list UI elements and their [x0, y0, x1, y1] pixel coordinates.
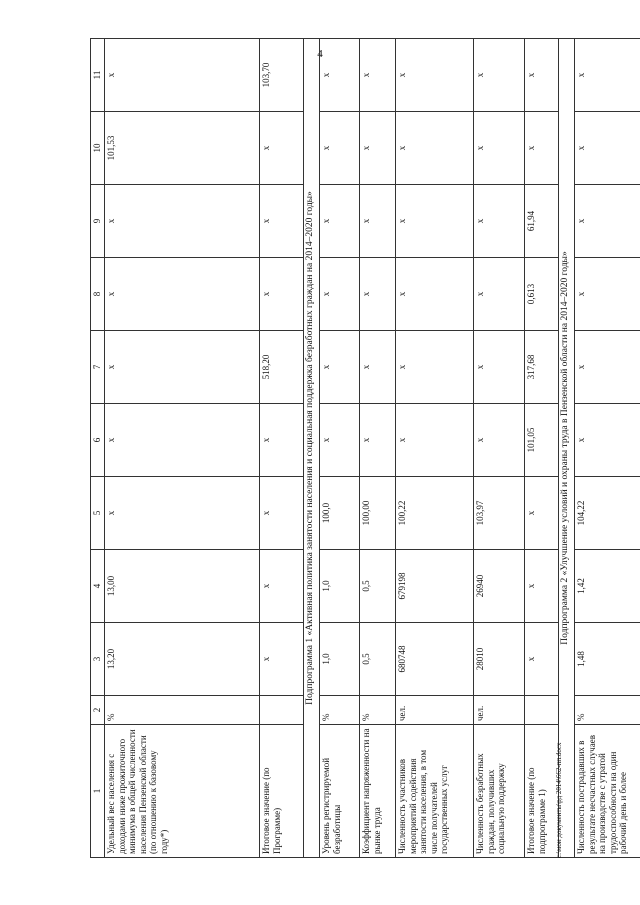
value-cell: 1,42 — [575, 550, 640, 623]
value-cell: x — [525, 550, 559, 623]
value-cell: x — [396, 185, 474, 258]
header-cell: 1 — [91, 725, 105, 858]
header-row — [91, 39, 105, 858]
value-cell: x — [320, 112, 360, 185]
value-cell: x — [360, 258, 396, 331]
page-number: 4 — [317, 48, 323, 60]
value-cell: 0,5 — [360, 623, 396, 696]
indicator-label: Коэффициент напряженности на рынке труда — [360, 725, 396, 858]
header-cell: 7 — [91, 331, 105, 404]
value-cell: x — [396, 112, 474, 185]
indicator-label: Удельный вес населения с доходами ниже прожиточного минимума в общей численности населения Пензенской области (по отношению к базовому году*) — [105, 725, 260, 858]
header-cell: 2 — [91, 696, 105, 725]
unit-cell: чел. — [396, 696, 474, 725]
value-cell: 13,20 — [105, 623, 260, 696]
value-cell: x — [396, 404, 474, 477]
value-cell: x — [474, 331, 525, 404]
header-cell: 8 — [91, 258, 105, 331]
file-path-footer: c:\мои документы\рд 2014\662-пп.docx — [555, 742, 563, 858]
indicator-label: Численность безработных граждан, получивших социальную поддержку — [474, 725, 525, 858]
value-cell: x — [260, 623, 304, 696]
header-cell: 11 — [91, 39, 105, 112]
value-cell: 101,53 — [105, 112, 260, 185]
value-cell: x — [575, 185, 640, 258]
value-cell: 100,22 — [396, 477, 474, 550]
table-row — [474, 39, 525, 858]
value-cell: x — [575, 39, 640, 112]
value-cell: x — [105, 404, 260, 477]
value-cell: 13,00 — [105, 550, 260, 623]
unit-cell: % — [575, 696, 640, 725]
table-row — [525, 39, 559, 858]
value-cell: x — [260, 477, 304, 550]
value-cell: x — [360, 112, 396, 185]
value-cell: 317,68 — [525, 331, 559, 404]
unit-cell: % — [105, 696, 260, 725]
value-cell: x — [396, 39, 474, 112]
indicator-label: Уровень регистрируемой безработицы — [320, 725, 360, 858]
header-cell: 4 — [91, 550, 105, 623]
value-cell: x — [320, 258, 360, 331]
value-cell: x — [260, 550, 304, 623]
value-cell: 101,05 — [525, 404, 559, 477]
value-cell: x — [360, 404, 396, 477]
value-cell: x — [575, 258, 640, 331]
value-cell: 28010 — [474, 623, 525, 696]
value-cell: 26940 — [474, 550, 525, 623]
value-cell: x — [474, 185, 525, 258]
value-cell: x — [474, 39, 525, 112]
value-cell: x — [575, 331, 640, 404]
header-cell: 3 — [91, 623, 105, 696]
value-cell: x — [260, 404, 304, 477]
unit-cell: чел. — [474, 696, 525, 725]
value-cell: x — [360, 185, 396, 258]
value-cell: 1,0 — [320, 550, 360, 623]
header-cell: 9 — [91, 185, 105, 258]
value-cell: x — [105, 331, 260, 404]
value-cell: 61,94 — [525, 185, 559, 258]
value-cell: 103,97 — [474, 477, 525, 550]
value-cell: x — [474, 404, 525, 477]
unit-cell — [525, 696, 559, 725]
value-cell: x — [105, 185, 260, 258]
value-cell: x — [474, 258, 525, 331]
value-cell: x — [320, 404, 360, 477]
value-cell: x — [320, 185, 360, 258]
subprogram-row — [304, 39, 320, 858]
value-cell: 1,48 — [575, 623, 640, 696]
header-cell: 6 — [91, 404, 105, 477]
table-row — [396, 39, 474, 858]
unit-cell: % — [360, 696, 396, 725]
header-cell: 5 — [91, 477, 105, 550]
value-cell: x — [575, 112, 640, 185]
value-cell: x — [474, 112, 525, 185]
value-cell: 518,20 — [260, 331, 304, 404]
subprogram-title: Подпрограмма 2 «Улучшение условий и охраны труда в Пензенской области на 2014–2020 годы» — [559, 39, 575, 858]
subprogram-row — [559, 39, 575, 858]
value-cell: x — [525, 112, 559, 185]
value-cell: 0,5 — [360, 550, 396, 623]
table-row — [575, 39, 640, 858]
value-cell: x — [360, 39, 396, 112]
value-cell: x — [105, 39, 260, 112]
value-cell: x — [320, 331, 360, 404]
value-cell: x — [260, 258, 304, 331]
value-cell: x — [320, 39, 360, 112]
unit-cell — [260, 696, 304, 725]
value-cell: x — [525, 39, 559, 112]
value-cell: x — [575, 404, 640, 477]
value-cell: 103,70 — [260, 39, 304, 112]
indicator-label: Численность участников мероприятий содействия занятости населения, в том числе получателей государственных услуг — [396, 725, 474, 858]
value-cell: x — [105, 258, 260, 331]
value-cell: 0,613 — [525, 258, 559, 331]
indicator-label: Численность пострадавших в результате несчастных случаев на производстве с утратой трудоспособности на один рабочий день и более — [575, 725, 640, 858]
value-cell: x — [360, 331, 396, 404]
indicator-label: Итоговое значение (по Программе) — [260, 725, 304, 858]
table-row — [260, 39, 304, 858]
table-row — [320, 39, 360, 858]
value-cell: 104,22 — [575, 477, 640, 550]
table-row — [105, 39, 260, 858]
value-cell: 100,00 — [360, 477, 396, 550]
value-cell: 680748 — [396, 623, 474, 696]
report-table-container — [90, 38, 628, 858]
value-cell: x — [260, 185, 304, 258]
subprogram-title: Подпрограмма 1 «Активная политика занятости населения и социальная поддержка безработных граждан на 2014–2020 годы» — [304, 39, 320, 858]
value-cell: x — [525, 477, 559, 550]
value-cell: x — [396, 331, 474, 404]
table-row — [360, 39, 396, 858]
unit-cell: % — [320, 696, 360, 725]
value-cell: x — [260, 112, 304, 185]
value-cell: 100,0 — [320, 477, 360, 550]
value-cell: x — [105, 477, 260, 550]
indicators-table — [90, 38, 640, 858]
value-cell: x — [396, 258, 474, 331]
value-cell: 679198 — [396, 550, 474, 623]
value-cell: 1,0 — [320, 623, 360, 696]
header-cell: 10 — [91, 112, 105, 185]
value-cell: x — [525, 623, 559, 696]
indicator-label: Итоговое значение (по подпрограмме 1) — [525, 725, 559, 858]
